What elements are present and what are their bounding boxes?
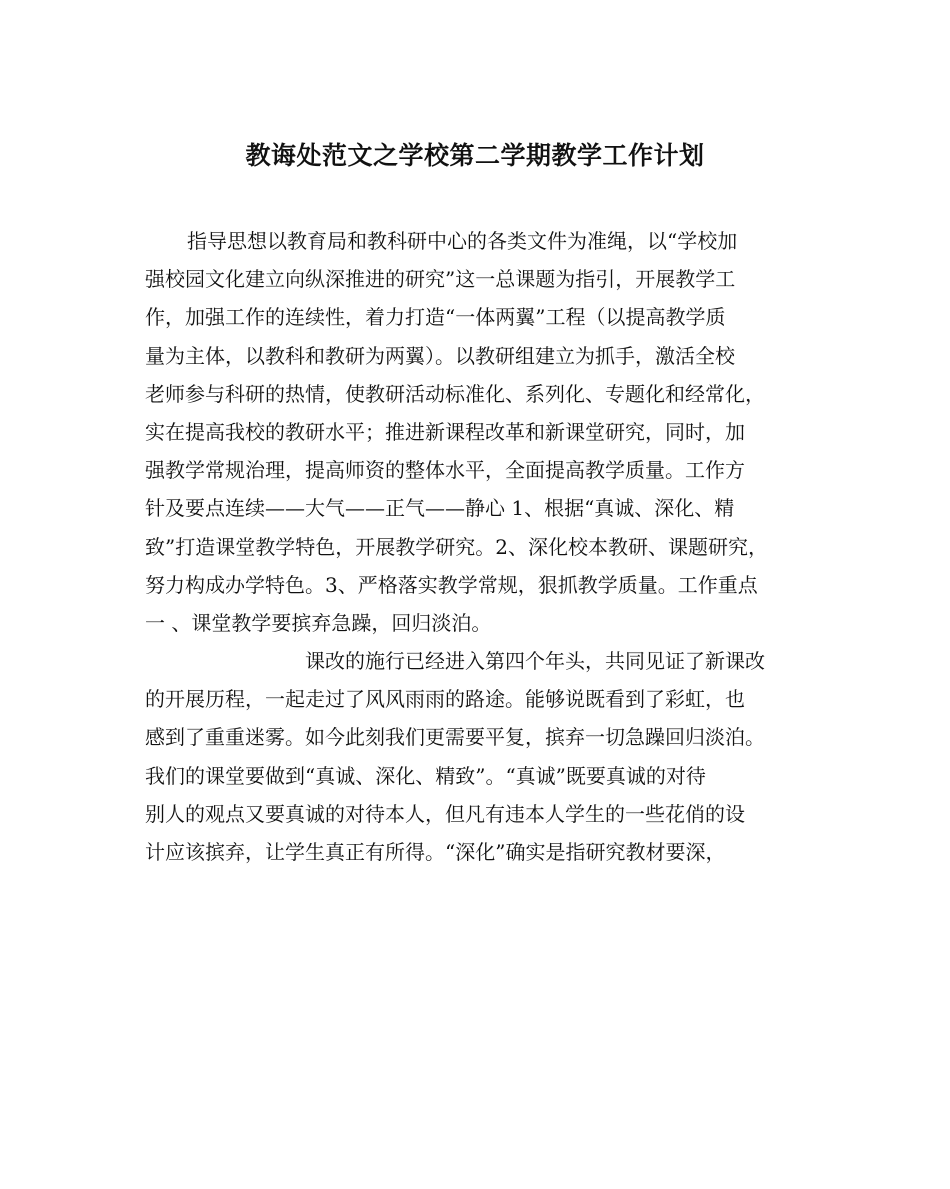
paragraph-line: 针及要点连续——大气——正气——静心 1、根据“真诚、深化、精 [145, 496, 735, 521]
paragraph-line: 课改的施行已经进入第四个年头，共同见证了新课改 [305, 649, 765, 674]
paragraph-line: 实在提高我校的教研水平；推进新课程改革和新课堂研究，同时，加 [145, 419, 745, 444]
paragraph-line: 的开展历程，一起走过了风风雨雨的路途。能够说既看到了彩虹，也 [145, 687, 745, 712]
paragraph-line: 指导思想以教育局和教科研中心的各类文件为准绳，以“学校加 [187, 229, 738, 253]
paragraph-line: 作，加强工作的连续性，着力打造“一体两翼”工程（以提高教学质 [145, 305, 726, 330]
paragraph-line: 努力构成办学特色。3、严格落实教学常规，狠抓教学质量。工作重点 [145, 572, 758, 597]
paragraph-line: 一 、课堂教学要摈弃急躁，回归淡泊。 [145, 610, 492, 635]
paragraph-line: 老师参与科研的热情，使教研活动标准化、系列化、专题化和经常化， [145, 381, 765, 406]
paragraph-line: 强教学常规治理，提高师资的整体水平，全面提高教学质量。工作方 [145, 458, 745, 483]
document-body [145, 222, 815, 871]
paragraph-line: 强校园文化建立向纵深推进的研究”这一总课题为指引，开展教学工 [145, 267, 736, 292]
paragraph-line: 致”打造课堂教学特色，开展教学研究。2、深化校本教研、课题研究， [145, 534, 768, 559]
document-title: 教诲处范文之学校第二学期教学工作计划 [245, 141, 705, 170]
paragraph-line: 感到了重重迷雾。如今此刻我们更需要平复，摈弃一切急躁回归淡泊。 [145, 725, 765, 750]
paragraph-line: 计应该摈弃，让学生真正有所得。“深化”确实是指研究教材要深， [145, 840, 726, 864]
paragraph-line: 量为主体，以教科和教研为两翼）。以教研组建立为抓手，激活全校 [145, 343, 735, 368]
paragraph-line: 别人的观点又要真诚的对待本人，但凡有违本人学生的一些花俏的设 [145, 801, 745, 826]
paragraph-line: 我们的课堂要做到“真诚、深化、精致”。“真诚”既要真诚的对待 [145, 763, 706, 788]
